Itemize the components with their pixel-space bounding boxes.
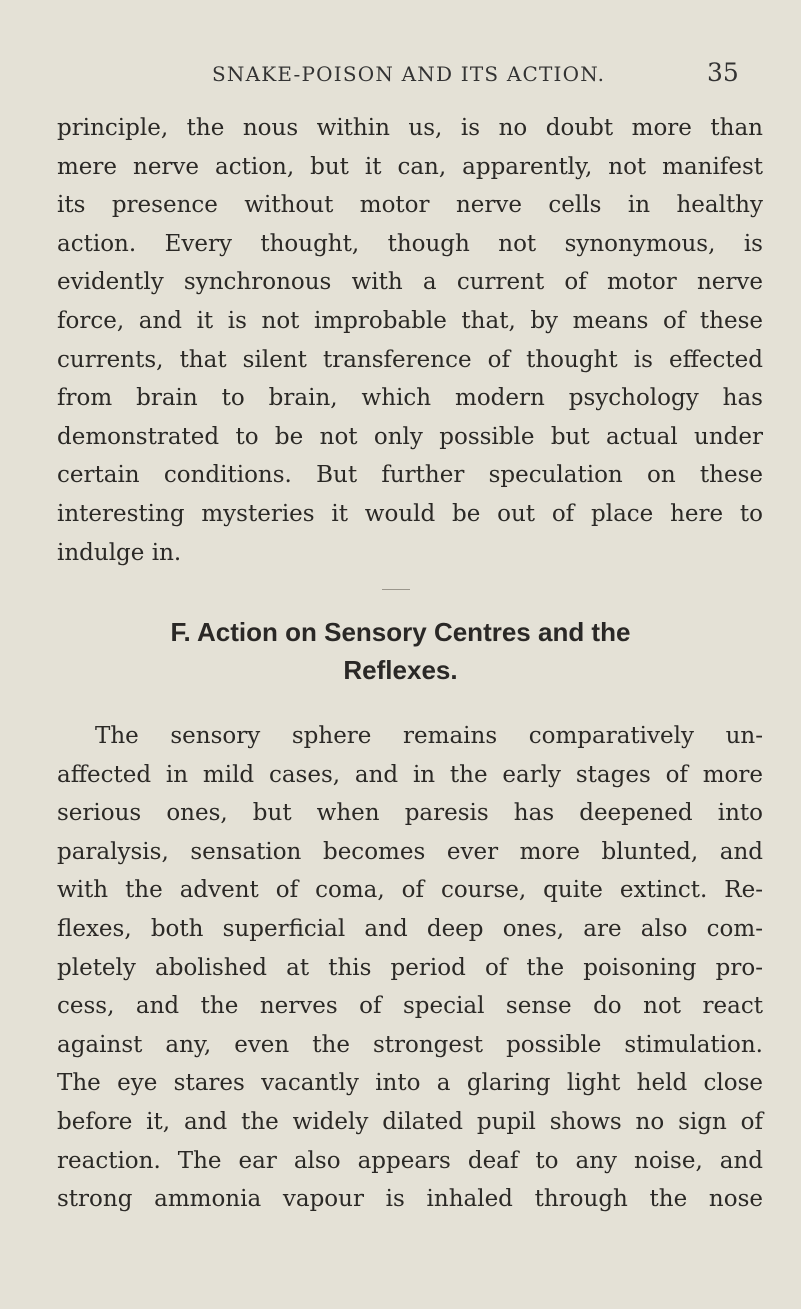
paragraph-line: paralysis, sensation becomes ever more blunted, and <box>57 838 763 865</box>
paragraph-line: The sensory sphere remains comparatively un- <box>95 723 763 749</box>
paragraph-line: affected in mild cases, and in the early stages of more <box>57 761 763 788</box>
running-head: SNAKE-POISON AND ITS ACTION. <box>212 62 606 86</box>
paragraph-line: indulge in. <box>57 539 182 566</box>
paragraph-line: cess, and the nerves of special sense do not react <box>57 993 763 1020</box>
paragraph-2 <box>57 717 763 1219</box>
section-divider <box>382 589 410 590</box>
paragraph-line: currents, that silent transference of thought is effected <box>57 346 763 373</box>
paragraph-line: reaction. The ear also appears deaf to any noise, and <box>57 1147 763 1174</box>
paragraph-line: evidently synchronous with a current of motor nerve <box>57 269 763 296</box>
section-heading-line-1: F. Action on Sensory Centres and the <box>170 617 631 647</box>
paragraph-line: before it, and the widely dilated pupil shows no sign of <box>57 1108 763 1135</box>
paragraph-line: strong ammonia vapour is inhaled through the nose <box>57 1186 763 1213</box>
paragraph-line: against any, even the strongest possible stimulation. <box>57 1031 763 1058</box>
page-number: 35 <box>707 58 739 87</box>
section-heading <box>0 613 801 689</box>
paragraph-line: interesting mysteries it would be out of place here to <box>57 500 763 527</box>
paragraph-line: with the advent of coma, of course, quite extinct. Re- <box>57 877 763 904</box>
paragraph-line: its presence without motor nerve cells in healthy <box>57 192 763 219</box>
paragraph-line: flexes, both superficial and deep ones, are also com- <box>57 915 763 942</box>
section-heading-line-2: Reflexes. <box>343 655 458 685</box>
paragraph-line: serious ones, but when paresis has deepened into <box>57 800 763 827</box>
paragraph-line: The eye stares vacantly into a glaring light held close <box>57 1070 763 1097</box>
paragraph-line: pletely abolished at this period of the poisoning pro- <box>57 954 763 981</box>
paragraph-line: mere nerve action, but it can, apparently, not manifest <box>57 153 763 180</box>
paragraph-line: certain conditions. But further speculation on these <box>57 462 763 489</box>
paragraph-line: demonstrated to be not only possible but actual under <box>57 423 763 450</box>
paragraph-line: force, and it is not improbable that, by means of these <box>57 307 763 334</box>
paragraph-line: principle, the nous within us, is no doubt more than <box>57 115 763 141</box>
paragraph-line: action. Every thought, though not synonymous, is <box>57 230 763 257</box>
paragraph-line: from brain to brain, which modern psychology has <box>57 385 763 412</box>
paragraph-1 <box>57 109 763 572</box>
